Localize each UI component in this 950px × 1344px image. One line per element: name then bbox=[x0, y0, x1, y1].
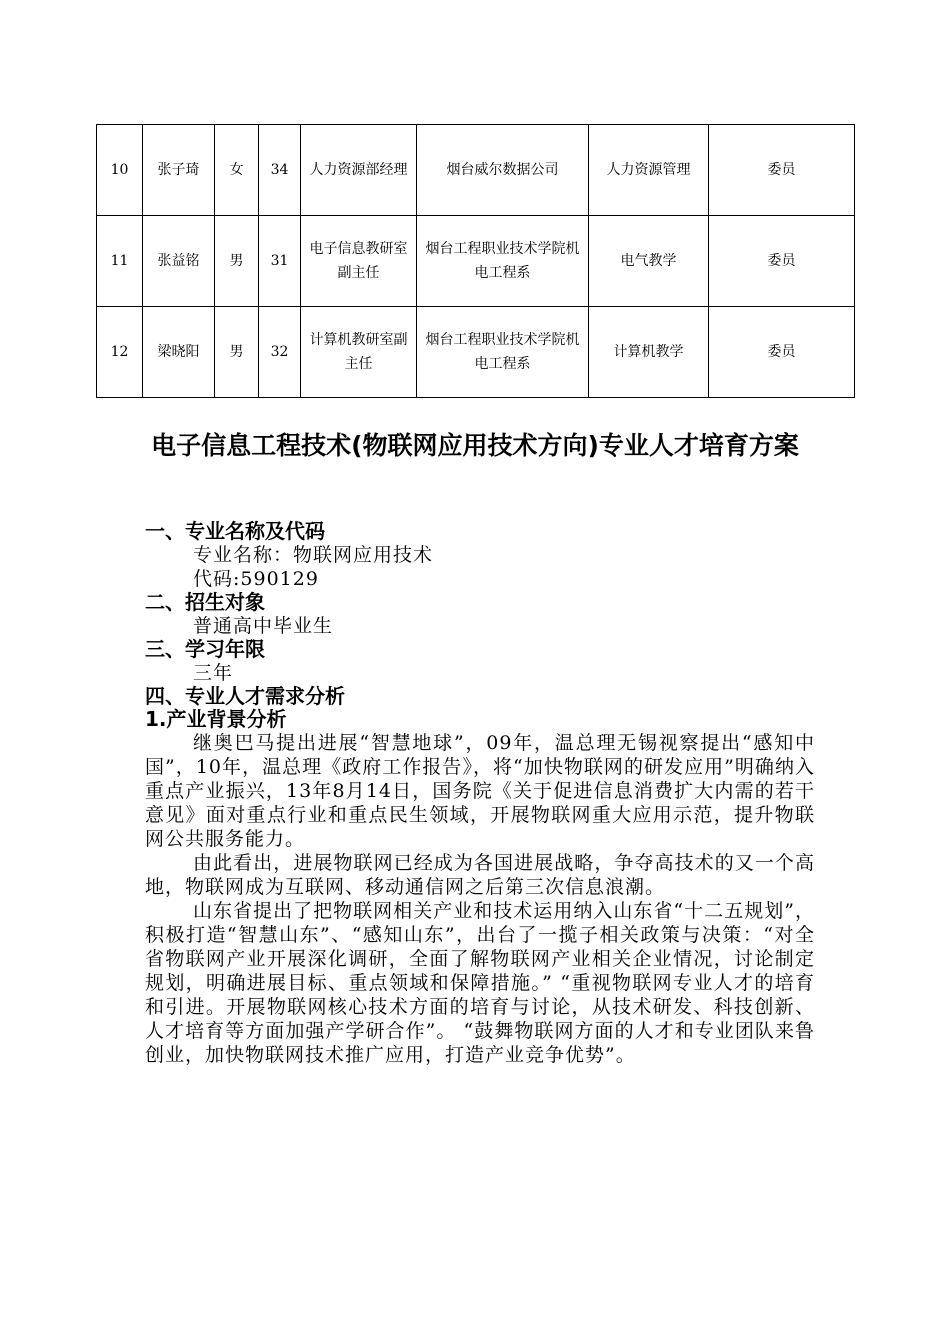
section-heading: 一、专业名称及代码 bbox=[145, 519, 325, 543]
row-number: 10 bbox=[97, 125, 143, 216]
member-org: 烟台工程职业技术学院机电工程系 bbox=[417, 216, 589, 307]
document-body bbox=[145, 520, 815, 1067]
member-field: 计算机教学 bbox=[589, 307, 709, 398]
member-age: 32 bbox=[259, 307, 301, 398]
subsection-heading: 1.产业背景分析 bbox=[145, 707, 287, 731]
committee-table bbox=[96, 124, 855, 398]
table-row bbox=[97, 216, 855, 307]
study-duration: 三年 bbox=[193, 662, 234, 684]
member-name: 张子琦 bbox=[143, 125, 215, 216]
row-number: 12 bbox=[97, 307, 143, 398]
member-gender: 男 bbox=[215, 307, 259, 398]
member-role: 委员 bbox=[709, 307, 855, 398]
section-heading: 三、学习年限 bbox=[145, 637, 265, 661]
section-heading: 二、招生对象 bbox=[145, 590, 265, 614]
paragraph: 山东省提出了把物联网相关产业和技术运用纳入山东省“十二五规划”，积极打造“智慧山东”、“感知山东”，出台了一揽子相关政策与决策：“对全省物联网产业开展深化调研，全面了解物联网产业相关企业情况，讨论制定规划，明确进展目标、重点领域和保障措施。” “重视物联网专业人才的培育和引进。开展物联网核心技术方面的培育与讨论，从技术研发、科技创新、人才培育等方面加强产学研合作”。 “鼓舞物联网方面的人才和专业团队来鲁创业，加快物联网技术推广应用，打造产业竞争优势”。 bbox=[145, 900, 815, 1066]
member-role: 委员 bbox=[709, 216, 855, 307]
row-number: 11 bbox=[97, 216, 143, 307]
major-name: 专业名称：物联网应用技术 bbox=[193, 544, 434, 566]
paragraph: 继奥巴马提出进展“智慧地球”，09年，温总理无锡视察提出“感知中国”，10年，温总理《政府工作报告》，将“加快物联网的研发应用”明确纳入重点产业振兴，13年8月14日，国务院《关于促进信息消费扩大内需的若干意见》面对重点行业和重点民生领域，开展物联网重大应用示范，提升物联网公共服务能力。 bbox=[145, 732, 815, 850]
member-age: 31 bbox=[259, 216, 301, 307]
member-gender: 男 bbox=[215, 216, 259, 307]
member-name: 梁晓阳 bbox=[143, 307, 215, 398]
member-title: 电子信息教研室副主任 bbox=[301, 216, 417, 307]
member-org: 烟台威尔数据公司 bbox=[417, 125, 589, 216]
enrollment-target: 普通高中毕业生 bbox=[193, 615, 334, 637]
member-age: 34 bbox=[259, 125, 301, 216]
member-title: 人力资源部经理 bbox=[301, 125, 417, 216]
member-org: 烟台工程职业技术学院机电工程系 bbox=[417, 307, 589, 398]
member-field: 人力资源管理 bbox=[589, 125, 709, 216]
section-heading: 四、专业人才需求分析 bbox=[145, 684, 345, 708]
member-name: 张益铭 bbox=[143, 216, 215, 307]
member-title: 计算机教研室副主任 bbox=[301, 307, 417, 398]
paragraph: 由此看出，进展物联网已经成为各国进展战略，争夺高技术的又一个高地，物联网成为互联网、移动通信网之后第三次信息浪潮。 bbox=[145, 852, 815, 898]
document-title: 电子信息工程技术(物联网应用技术方向)专业人才培育方案 bbox=[151, 431, 799, 460]
member-gender: 女 bbox=[215, 125, 259, 216]
major-code: 代码:590129 bbox=[193, 568, 319, 590]
member-role: 委员 bbox=[709, 125, 855, 216]
member-field: 电气教学 bbox=[589, 216, 709, 307]
table-row bbox=[97, 307, 855, 398]
table-row bbox=[97, 125, 855, 216]
